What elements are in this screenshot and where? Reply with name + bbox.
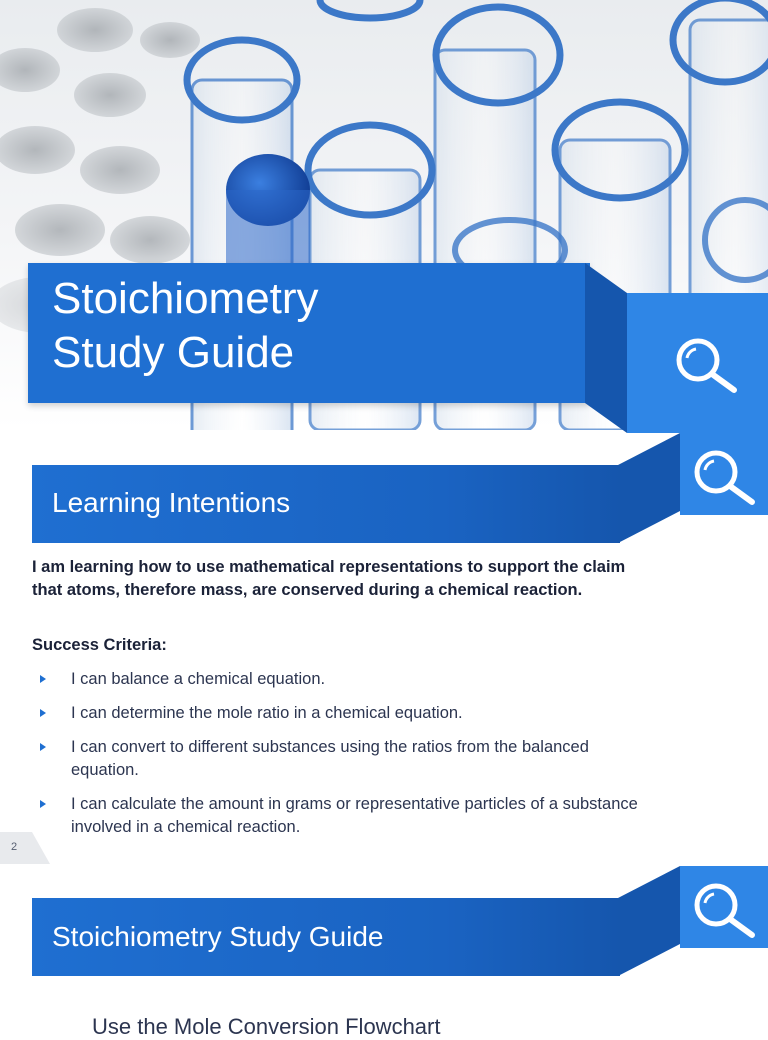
bottom-partial-text: Use the Mole Conversion Flowchart <box>92 1014 441 1039</box>
list-item <box>40 702 640 725</box>
learning-statement: I am learning how to use mathematical representations to support the claim that atoms, therefore mass, are conserved during a chemical reaction. <box>32 558 626 599</box>
page-title <box>52 272 572 380</box>
page-number-tab <box>0 832 50 864</box>
bullet-triangle-icon <box>40 675 46 683</box>
list-item <box>40 793 640 839</box>
magnifier-icon <box>672 334 742 396</box>
list-item <box>40 736 640 782</box>
bullet-triangle-icon <box>40 709 46 717</box>
list-item <box>40 668 640 691</box>
bullet-triangle-icon <box>40 800 46 808</box>
magnifier-icon <box>690 446 760 508</box>
title-line-2: Study Guide <box>52 328 295 377</box>
title-line-1: Stoichiometry <box>52 274 319 323</box>
learning-intentions-title: Learning Intentions <box>52 487 291 518</box>
list-item-text: I can convert to different substances using the ratios from the balanced equation. <box>71 738 589 779</box>
success-criteria-list <box>40 668 640 850</box>
bullet-triangle-icon <box>40 743 46 751</box>
list-item-text: I can balance a chemical equation. <box>71 670 326 688</box>
magnifier-icon <box>690 879 760 941</box>
success-criteria-heading: Success Criteria: <box>32 636 167 654</box>
list-item-text: I can determine the mole ratio in a chemical equation. <box>71 704 463 722</box>
study-guide-title: Stoichiometry Study Guide <box>52 921 384 952</box>
list-item-text: I can calculate the amount in grams or representative particles of a substance involved in a chemical reaction. <box>71 795 638 836</box>
page-number: 2 <box>11 841 18 853</box>
